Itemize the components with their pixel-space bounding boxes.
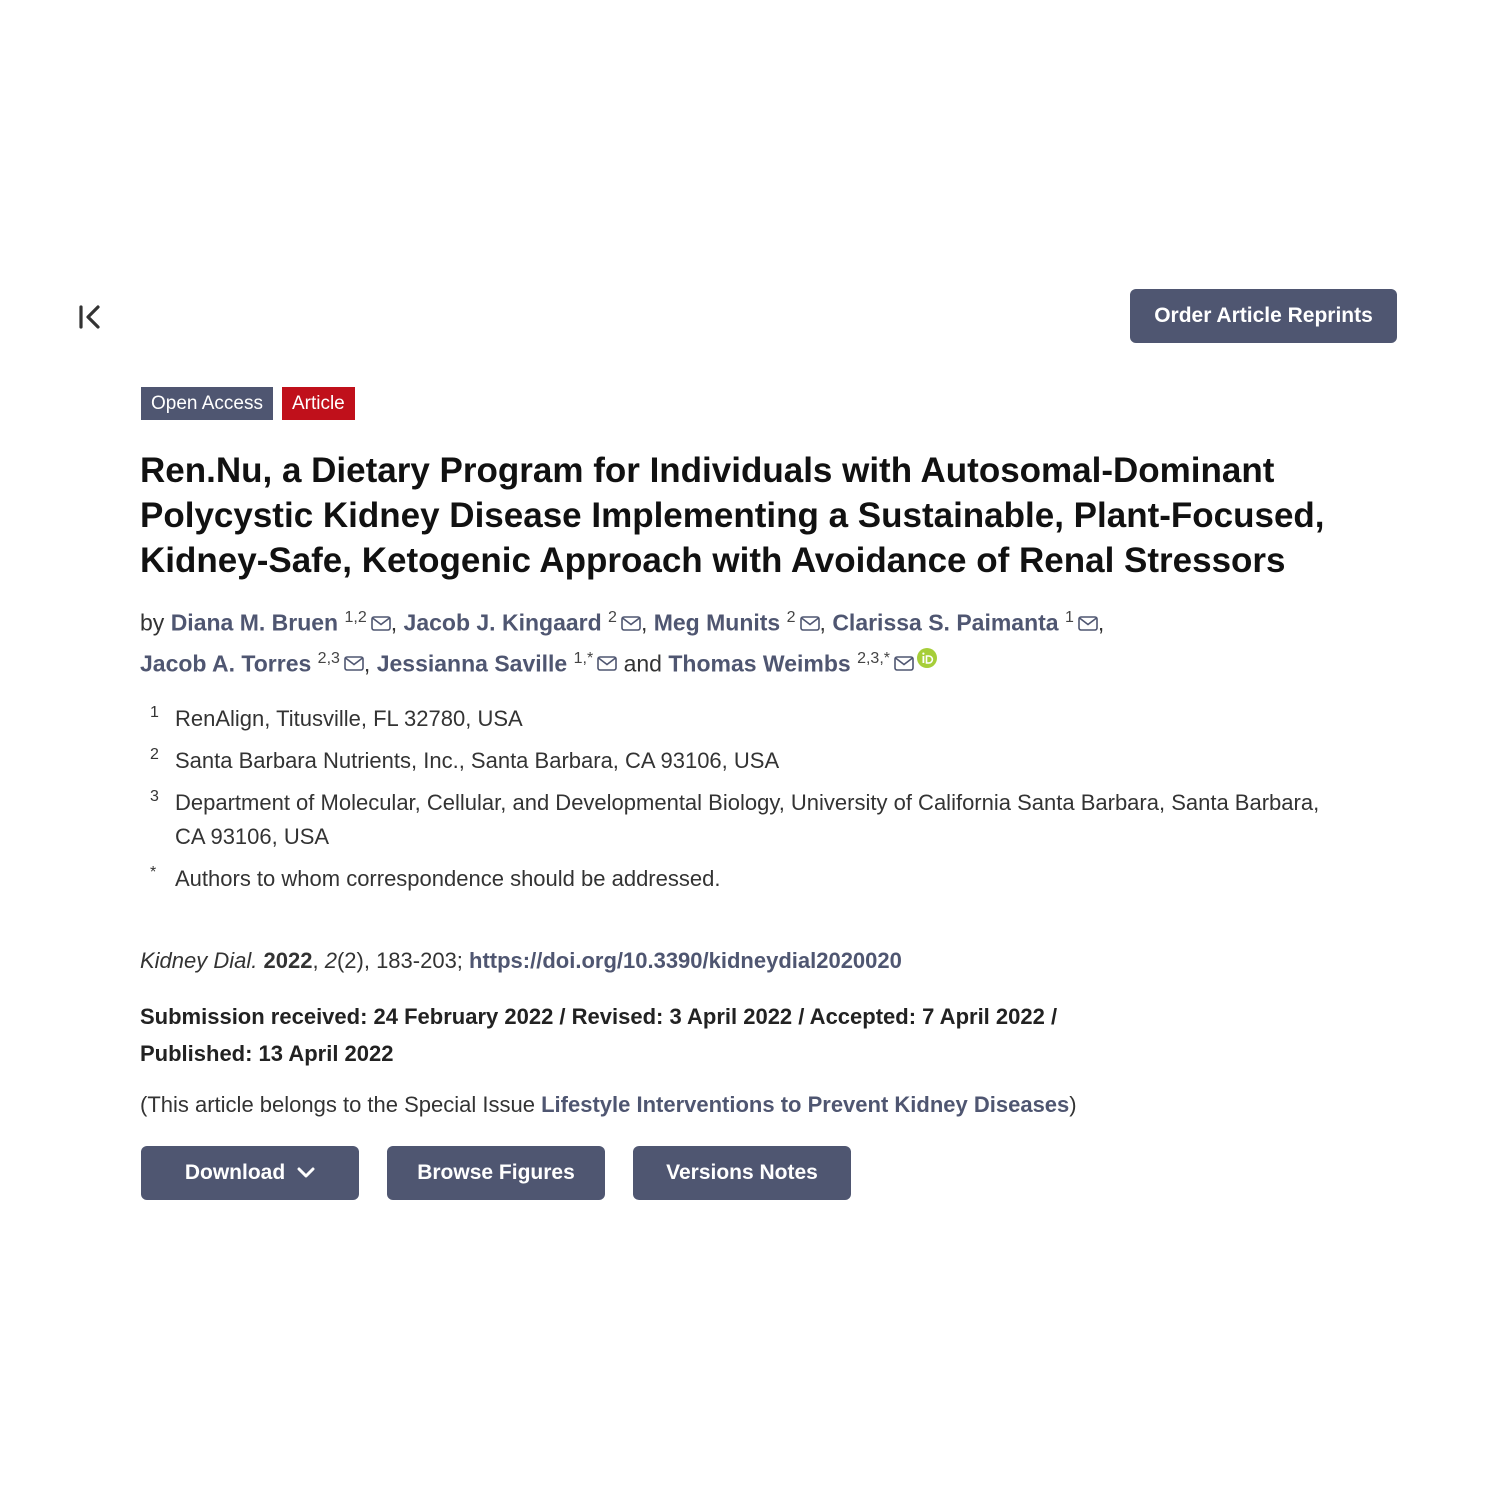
citation-pages: , 183-203; [363, 948, 470, 973]
citation-volume: 2 [324, 948, 337, 973]
author-name[interactable]: Jacob A. Torres [140, 650, 312, 677]
email-icon[interactable] [344, 645, 364, 681]
email-icon[interactable] [800, 605, 820, 641]
author-line-1: by Diana M. Bruen $^{1,2}$ , Jacob J. Kingaard $^2$ , Meg Munits $^2$ , Clarissa S. Paimanta $^1$ , [140, 600, 1370, 641]
affiliation-text: Authors to whom correspondence should be addressed. [175, 866, 721, 891]
author-name[interactable]: Clarissa S. Paimanta [832, 609, 1059, 636]
author-affiliation: 2,3,* [857, 649, 890, 667]
author-name[interactable]: Thomas Weimbs [668, 650, 851, 677]
author-affiliation: 1 [1065, 609, 1074, 626]
dates-line-1: Submission received: 24 February 2022 / Revised: 3 April 2022 / Accepted: 7 April 2022 / [140, 1004, 1058, 1029]
special-issue-suffix: ) [1069, 1092, 1077, 1117]
author-name[interactable]: Jacob J. Kingaard [403, 609, 602, 636]
order-reprints-button[interactable]: Order Article Reprints [1130, 289, 1397, 343]
author-name[interactable]: Meg Munits [653, 609, 781, 636]
email-icon[interactable] [621, 605, 641, 641]
citation-year: 2022 [263, 948, 313, 973]
affiliation-text: RenAlign, Titusville, FL 32780, USA [175, 706, 523, 731]
journal-name: Kidney Dial. [140, 948, 258, 973]
chevron-down-icon [297, 1161, 315, 1185]
email-icon[interactable] [371, 605, 391, 641]
open-access-badge[interactable]: Open Access [141, 387, 273, 420]
author-affiliation: 1,* [573, 649, 594, 667]
author-name[interactable]: Jessianna Saville [376, 650, 568, 677]
versions-notes-button[interactable]: Versions Notes [633, 1146, 851, 1200]
affiliation-item [150, 744, 1350, 778]
email-icon[interactable] [1078, 605, 1098, 641]
author-affiliation: 2,3 [317, 649, 340, 667]
article-badges [141, 387, 355, 420]
author-affiliation: 1,2 [344, 609, 367, 626]
first-page-icon[interactable] [74, 301, 106, 333]
affiliation-number: 3 [150, 788, 159, 805]
special-issue-link[interactable]: Lifestyle Interventions to Prevent Kidney Diseases [541, 1092, 1070, 1117]
affiliation-number: 2 [150, 746, 159, 763]
author-conjunction: and [623, 650, 662, 677]
author-name[interactable]: Diana M. Bruen [170, 609, 339, 636]
affiliations-list [150, 702, 1350, 904]
author-affiliation: 2 [608, 609, 617, 626]
publication-dates [140, 998, 1240, 1072]
affiliation-number: * [150, 864, 157, 881]
dates-line-2: Published: 13 April 2022 [140, 1041, 394, 1066]
article-actions [141, 1146, 851, 1200]
browse-figures-button[interactable]: Browse Figures [387, 1146, 605, 1200]
affiliation-item [150, 862, 1350, 896]
affiliation-text: Department of Molecular, Cellular, and Developmental Biology, University of California Santa Barbara, Santa Barbara, CA 93106, USA [175, 790, 1320, 849]
orcid-icon[interactable] [916, 643, 938, 679]
affiliation-text: Santa Barbara Nutrients, Inc., Santa Barbara, CA 93106, USA [175, 748, 780, 773]
affiliation-item [150, 702, 1350, 736]
author-line-2: Jacob A. Torres $^{2,3}$ , Jessianna Saville $^{1,*}$ and Thomas Weimbs $^{2,3,*}$ [140, 641, 1370, 682]
download-label: Download [184, 1161, 286, 1184]
article-type-badge: Article [282, 387, 355, 420]
email-icon[interactable] [597, 645, 617, 681]
special-issue-prefix: (This article belongs to the Special Issue [140, 1092, 542, 1117]
author-list [140, 600, 1370, 681]
special-issue-note [140, 1092, 1077, 1118]
author-affiliation: 2 [786, 609, 796, 626]
citation-line: Kidney Dial. 2022, 2(2), 183-203; https://doi.org/10.3390/kidneydial2020020 [140, 948, 902, 973]
citation-issue: (2) [336, 948, 364, 973]
affiliation-item [150, 786, 1350, 854]
download-button[interactable] [141, 1146, 359, 1200]
affiliation-number: 1 [150, 704, 159, 721]
article-title: Ren.Nu, a Dietary Program for Individuals with Autosomal-Dominant Polycystic Kidney Disease Implementing a Sustainable, Plant-Focused, Kidney-Safe, Ketogenic Approach with Avoidance of Renal Stressors [140, 451, 1325, 580]
doi-link[interactable]: https://doi.org/10.3390/kidneydial2020020 [469, 948, 902, 973]
author-prefix: by [140, 609, 165, 636]
email-icon[interactable] [894, 645, 914, 681]
